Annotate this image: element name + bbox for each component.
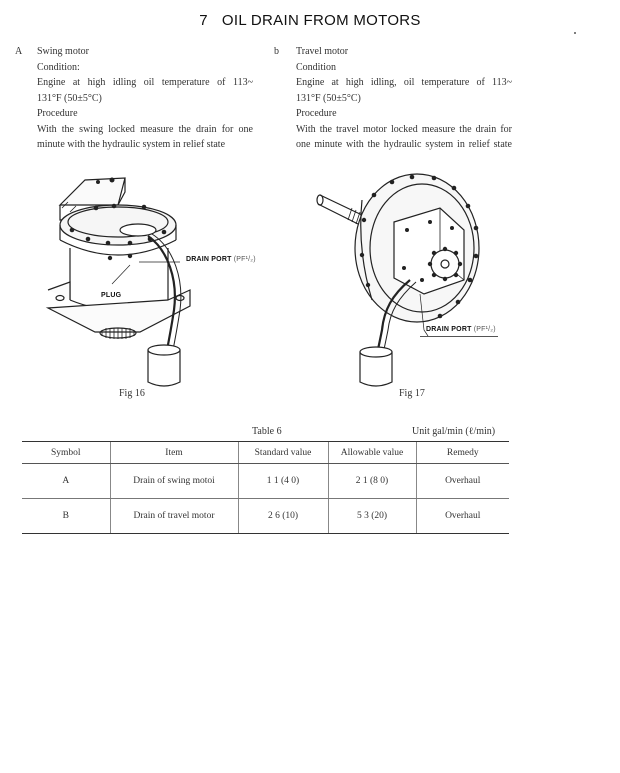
- fig16-plug-label: PLUG: [101, 292, 122, 299]
- table-caption: Table 6: [252, 426, 282, 437]
- fig17-drain-port-size: (PF¹/₂): [473, 326, 496, 333]
- section-title: OIL DRAIN FROM MOTORS: [221, 12, 421, 29]
- header-remedy: Remedy: [416, 442, 509, 464]
- cell-standard-value: 2 6 (10): [238, 499, 328, 534]
- swing-motor-section: [15, 44, 253, 153]
- swing-condition-label: Condition:: [37, 61, 80, 73]
- swing-condition-line2: 131°F (50±5°C): [37, 92, 102, 104]
- cell-symbol: B: [22, 499, 110, 534]
- table-unit: Unit gal/min (ℓ/min): [412, 426, 496, 437]
- swing-procedure-label: Procedure: [37, 108, 78, 119]
- swing-procedure-line2: minute with the hydraulic system in relief state: [37, 139, 226, 150]
- cell-allowable-value: 2 1 (8 0): [328, 464, 416, 499]
- swing-letter: A: [15, 46, 23, 57]
- travel-procedure-label: Procedure: [296, 108, 337, 119]
- travel-condition-line2: 131°F (50±5°C): [296, 92, 361, 104]
- drain-spec-table: [22, 441, 509, 534]
- section-number: 7: [199, 12, 208, 29]
- swing-condition-line1: Engine at high idling oil temperature of 113~: [37, 77, 253, 88]
- travel-procedure-line2: one minute with the hydraulic system in relief state: [296, 139, 512, 150]
- travel-letter: b: [274, 46, 279, 57]
- header-item: Item: [110, 442, 238, 464]
- fig16-drain-port-size: (PF¹/₂): [233, 256, 256, 263]
- travel-condition-label: Condition: [296, 61, 337, 73]
- cell-allowable-value: 5 3 (20): [328, 499, 416, 534]
- fig17-caption: Fig 17: [399, 388, 425, 399]
- cell-symbol: A: [22, 464, 110, 499]
- fig16-drain-port-callout: [186, 256, 256, 263]
- page-title: [0, 12, 620, 29]
- fig17-drain-port-label: DRAIN PORT: [426, 326, 472, 333]
- cell-remedy: Overhaul: [416, 499, 509, 534]
- fig16-swing-motor-drawing: [40, 160, 260, 400]
- cell-item: Drain of swing motoi: [110, 464, 238, 499]
- print-speck: [574, 32, 576, 34]
- table-header-row: [22, 442, 509, 464]
- cell-standard-value: 1 1 (4 0): [238, 464, 328, 499]
- table-row: [22, 499, 509, 534]
- cell-item: Drain of travel motor: [110, 499, 238, 534]
- travel-heading: Travel motor: [296, 46, 349, 57]
- fig17-drain-port-callout: [426, 326, 496, 333]
- travel-condition-line1: Engine at high idling, oil temperature of 113~: [296, 77, 512, 88]
- header-allowable-value: Allowable value: [328, 442, 416, 464]
- swing-procedure-line1: With the swing locked measure the drain for one: [37, 123, 253, 135]
- fig17-travel-motor-drawing: [312, 160, 522, 400]
- cell-remedy: Overhaul: [416, 464, 509, 499]
- table-row: [22, 464, 509, 499]
- fig16-caption: Fig 16: [119, 388, 145, 399]
- travel-motor-section: [274, 44, 512, 153]
- fig17-callout-underline: [420, 336, 498, 337]
- fig16-drain-port-label: DRAIN PORT: [186, 256, 232, 263]
- swing-heading: Swing motor: [37, 46, 89, 57]
- header-standard-value: Standard value: [238, 442, 328, 464]
- header-symbol: Symbol: [22, 442, 110, 464]
- travel-procedure-line1: With the travel motor locked measure the drain for: [296, 123, 512, 135]
